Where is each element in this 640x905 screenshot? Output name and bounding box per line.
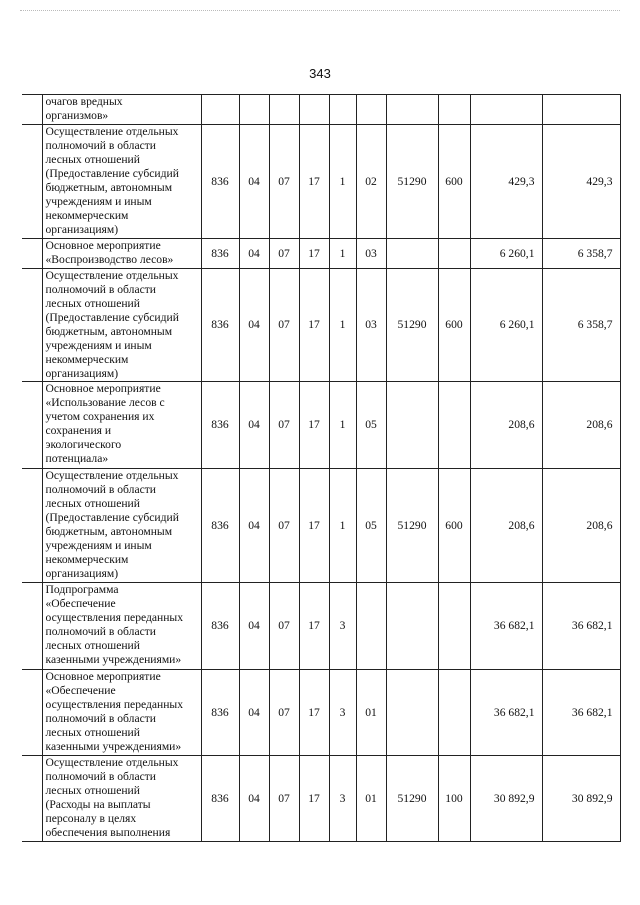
- description-line: Основное мероприятие: [45, 670, 161, 683]
- description-line: обеспечения выполнения: [45, 826, 171, 839]
- page-number: 343: [309, 66, 331, 81]
- table-body: [22, 95, 620, 842]
- subprogram-code-cell: 1: [329, 125, 356, 239]
- blank-margin-cell: [22, 269, 42, 382]
- description-line: Основное мероприятие: [45, 382, 161, 395]
- description-cell: [42, 239, 201, 269]
- description-cell: [42, 469, 201, 583]
- program-code-cell: [299, 95, 329, 125]
- description-line: «Использование лесов с: [45, 396, 165, 409]
- description-line: Основное мероприятие: [45, 239, 161, 252]
- section-code-cell: 04: [239, 239, 269, 269]
- amount-year-1-cell: 429,3: [470, 125, 542, 239]
- event-code-cell: 03: [356, 239, 386, 269]
- admin-code-cell: 836: [201, 382, 239, 469]
- description-line: организациям): [45, 223, 119, 236]
- section-code-cell: 04: [239, 670, 269, 756]
- description-line: лесных отношений: [45, 297, 140, 310]
- description-line: Осуществление отдельных: [45, 756, 179, 769]
- admin-code-cell: 836: [201, 125, 239, 239]
- section-code-cell: 04: [239, 125, 269, 239]
- expense-type-cell: [438, 382, 470, 469]
- description-line: бюджетным, автономным: [45, 181, 173, 194]
- event-code-cell: 01: [356, 756, 386, 842]
- event-code-cell: 02: [356, 125, 386, 239]
- event-code-cell: 05: [356, 469, 386, 583]
- expense-type-cell: 600: [438, 125, 470, 239]
- description-line: некоммерческим: [45, 553, 129, 566]
- budget-table: [22, 94, 621, 842]
- direction-code-cell: [386, 583, 438, 670]
- subsection-code-cell: 07: [269, 382, 299, 469]
- amount-year-1-cell: 36 682,1: [470, 670, 542, 756]
- subprogram-code-cell: 3: [329, 670, 356, 756]
- description-cell: [42, 125, 201, 239]
- event-code-cell: 03: [356, 269, 386, 382]
- section-code-cell: 04: [239, 269, 269, 382]
- blank-margin-cell: [22, 583, 42, 670]
- table-row: [22, 95, 620, 125]
- direction-code-cell: [386, 670, 438, 756]
- table-row: [22, 382, 620, 469]
- description-line: учреждениям и иным: [45, 195, 152, 208]
- amount-year-1-cell: [470, 95, 542, 125]
- admin-code-cell: 836: [201, 583, 239, 670]
- description-line: полномочий в области: [45, 770, 157, 783]
- description-line: бюджетным, автономным: [45, 525, 173, 538]
- description-line: бюджетным, автономным: [45, 325, 173, 338]
- amount-year-2-cell: 429,3: [542, 125, 620, 239]
- description-line: (Предоставление субсидий: [45, 311, 179, 324]
- expense-type-cell: [438, 670, 470, 756]
- program-code-cell: 17: [299, 670, 329, 756]
- section-code-cell: 04: [239, 583, 269, 670]
- direction-code-cell: [386, 382, 438, 469]
- description-line: организмов»: [45, 109, 109, 122]
- description-line: учетом сохранения их: [45, 410, 155, 423]
- event-code-cell: 05: [356, 382, 386, 469]
- program-code-cell: 17: [299, 583, 329, 670]
- expense-type-cell: [438, 95, 470, 125]
- program-code-cell: 17: [299, 756, 329, 842]
- description-line: сохранения и: [45, 424, 112, 437]
- subsection-code-cell: 07: [269, 269, 299, 382]
- description-cell: [42, 269, 201, 382]
- amount-year-1-cell: 30 892,9: [470, 756, 542, 842]
- expense-type-cell: 600: [438, 469, 470, 583]
- description-line: полномочий в области: [45, 283, 157, 296]
- subsection-code-cell: 07: [269, 125, 299, 239]
- program-code-cell: 17: [299, 382, 329, 469]
- admin-code-cell: 836: [201, 756, 239, 842]
- admin-code-cell: 836: [201, 469, 239, 583]
- description-line: персоналу в целях: [45, 812, 137, 825]
- admin-code-cell: [201, 95, 239, 125]
- event-code-cell: [356, 583, 386, 670]
- subsection-code-cell: 07: [269, 469, 299, 583]
- program-code-cell: 17: [299, 469, 329, 583]
- admin-code-cell: 836: [201, 269, 239, 382]
- direction-code-cell: [386, 239, 438, 269]
- program-code-cell: 17: [299, 269, 329, 382]
- amount-year-2-cell: 6 358,7: [542, 239, 620, 269]
- table-row: [22, 239, 620, 269]
- subsection-code-cell: 07: [269, 583, 299, 670]
- description-line: «Обеспечение: [45, 684, 116, 697]
- description-line: некоммерческим: [45, 353, 129, 366]
- admin-code-cell: 836: [201, 239, 239, 269]
- description-line: Подпрограмма: [45, 583, 119, 596]
- subsection-code-cell: 07: [269, 756, 299, 842]
- amount-year-2-cell: 6 358,7: [542, 269, 620, 382]
- table-row: [22, 583, 620, 670]
- table-row: [22, 756, 620, 842]
- subprogram-code-cell: 1: [329, 382, 356, 469]
- subprogram-code-cell: 1: [329, 239, 356, 269]
- event-code-cell: [356, 95, 386, 125]
- description-cell: [42, 583, 201, 670]
- expense-type-cell: [438, 239, 470, 269]
- description-line: организациям): [45, 567, 119, 580]
- amount-year-2-cell: 30 892,9: [542, 756, 620, 842]
- description-cell: [42, 95, 201, 125]
- direction-code-cell: 51290: [386, 269, 438, 382]
- amount-year-2-cell: [542, 95, 620, 125]
- direction-code-cell: [386, 95, 438, 125]
- scan-edge-line: [20, 10, 620, 11]
- blank-margin-cell: [22, 125, 42, 239]
- description-line: лесных отношений: [45, 726, 140, 739]
- subprogram-code-cell: 1: [329, 469, 356, 583]
- description-line: казенными учреждениями»: [45, 653, 182, 666]
- description-line: потенциала»: [45, 452, 109, 465]
- description-line: полномочий в области: [45, 483, 157, 496]
- blank-margin-cell: [22, 469, 42, 583]
- description-line: экологического: [45, 438, 122, 451]
- description-line: лесных отношений: [45, 497, 140, 510]
- program-code-cell: 17: [299, 239, 329, 269]
- amount-year-1-cell: 6 260,1: [470, 239, 542, 269]
- description-line: Осуществление отдельных: [45, 469, 179, 482]
- description-line: Осуществление отдельных: [45, 125, 179, 138]
- direction-code-cell: 51290: [386, 756, 438, 842]
- description-line: (Предоставление субсидий: [45, 167, 179, 180]
- subprogram-code-cell: 3: [329, 583, 356, 670]
- amount-year-2-cell: 208,6: [542, 469, 620, 583]
- description-line: организациям): [45, 367, 119, 380]
- description-line: (Предоставление субсидий: [45, 511, 179, 524]
- direction-code-cell: 51290: [386, 125, 438, 239]
- description-line: Осуществление отдельных: [45, 269, 179, 282]
- description-line: осуществления переданных: [45, 698, 184, 711]
- description-cell: [42, 382, 201, 469]
- subprogram-code-cell: 3: [329, 756, 356, 842]
- amount-year-2-cell: 36 682,1: [542, 670, 620, 756]
- blank-margin-cell: [22, 239, 42, 269]
- description-line: полномочий в области: [45, 139, 157, 152]
- expense-type-cell: 600: [438, 269, 470, 382]
- admin-code-cell: 836: [201, 670, 239, 756]
- amount-year-1-cell: 6 260,1: [470, 269, 542, 382]
- description-line: казенными учреждениями»: [45, 740, 182, 753]
- description-line: лесных отношений: [45, 153, 140, 166]
- description-line: лесных отношений: [45, 784, 140, 797]
- table-row: [22, 670, 620, 756]
- description-line: полномочий в области: [45, 625, 157, 638]
- description-line: очагов вредных: [45, 95, 123, 108]
- expense-type-cell: [438, 583, 470, 670]
- amount-year-2-cell: 208,6: [542, 382, 620, 469]
- amount-year-2-cell: 36 682,1: [542, 583, 620, 670]
- program-code-cell: 17: [299, 125, 329, 239]
- blank-margin-cell: [22, 756, 42, 842]
- blank-margin-cell: [22, 670, 42, 756]
- description-cell: [42, 670, 201, 756]
- table-row: [22, 469, 620, 583]
- section-code-cell: 04: [239, 756, 269, 842]
- description-line: осуществления переданных: [45, 611, 184, 624]
- event-code-cell: 01: [356, 670, 386, 756]
- subsection-code-cell: 07: [269, 670, 299, 756]
- section-code-cell: 04: [239, 469, 269, 583]
- section-code-cell: 04: [239, 382, 269, 469]
- subprogram-code-cell: 1: [329, 269, 356, 382]
- expense-type-cell: 100: [438, 756, 470, 842]
- description-line: (Расходы на выплаты: [45, 798, 151, 811]
- direction-code-cell: 51290: [386, 469, 438, 583]
- description-line: учреждениям и иным: [45, 539, 152, 552]
- section-code-cell: [239, 95, 269, 125]
- subsection-code-cell: [269, 95, 299, 125]
- table-row: [22, 125, 620, 239]
- description-line: некоммерческим: [45, 209, 129, 222]
- subsection-code-cell: 07: [269, 239, 299, 269]
- description-line: лесных отношений: [45, 639, 140, 652]
- blank-margin-cell: [22, 95, 42, 125]
- description-line: «Воспроизводство лесов»: [45, 253, 174, 266]
- description-line: учреждениям и иным: [45, 339, 152, 352]
- description-line: полномочий в области: [45, 712, 157, 725]
- amount-year-1-cell: 208,6: [470, 469, 542, 583]
- amount-year-1-cell: 208,6: [470, 382, 542, 469]
- blank-margin-cell: [22, 382, 42, 469]
- amount-year-1-cell: 36 682,1: [470, 583, 542, 670]
- description-cell: [42, 756, 201, 842]
- subprogram-code-cell: [329, 95, 356, 125]
- description-line: «Обеспечение: [45, 597, 116, 610]
- table-row: [22, 269, 620, 382]
